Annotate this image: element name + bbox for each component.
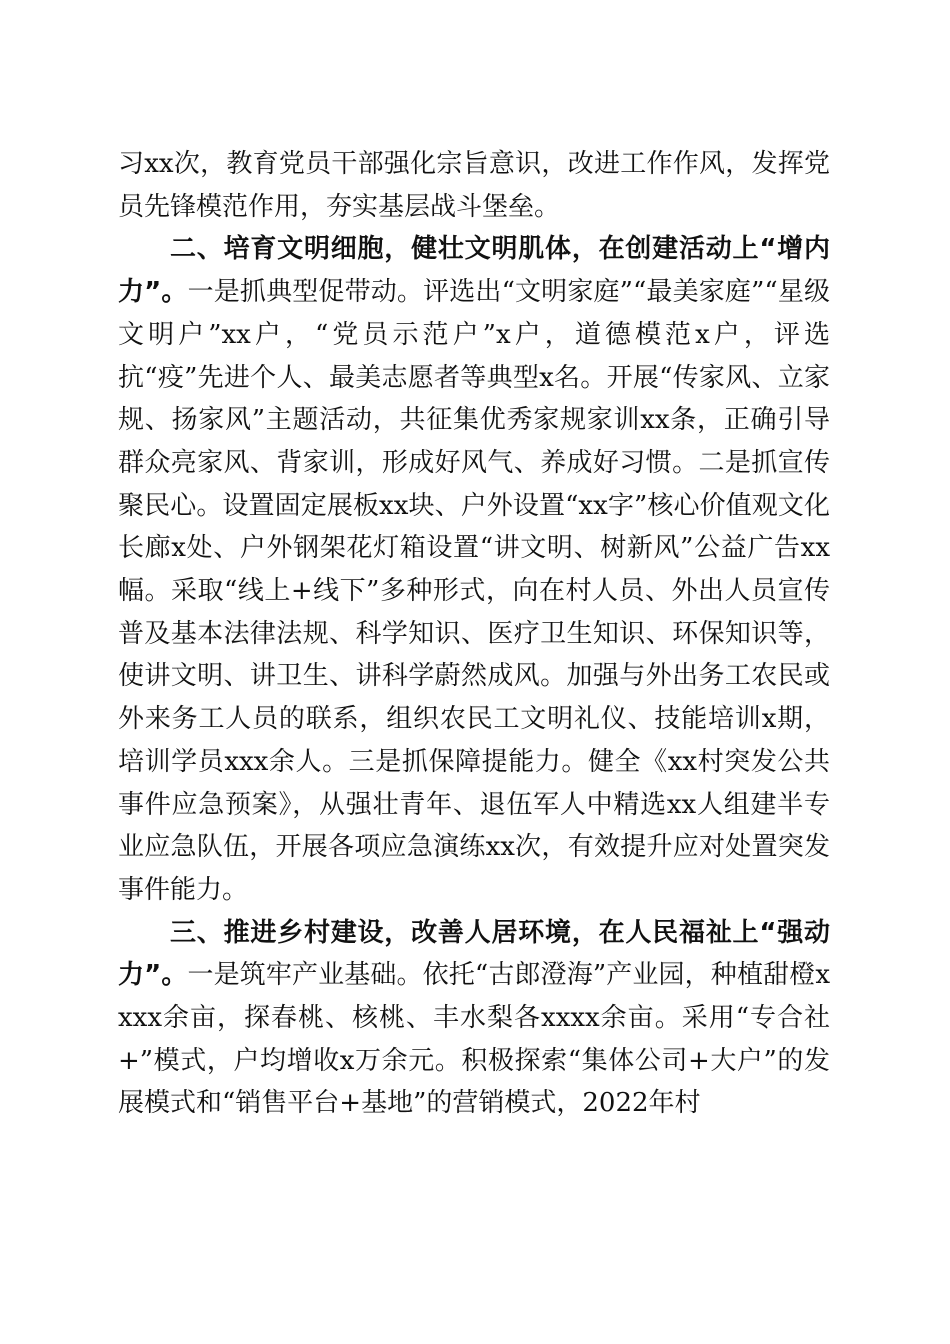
paragraph-section-two xyxy=(118,228,830,911)
section-heading-three: 三、推进乡村建设，改善人居环境，在人民福祉上“强动力”。 xyxy=(118,917,830,991)
paragraph-text: 习xx次，教育党员干部强化宗旨意识，改进工作作风，发挥党员先锋模范作用，夯实基层战斗堡垒。 xyxy=(118,149,830,222)
section-heading-two: 二、培育文明细胞，健壮文明肌体，在创建活动上“增内力”。 xyxy=(118,234,830,308)
paragraph-section-three xyxy=(118,912,830,1126)
document-body xyxy=(118,143,830,1125)
paragraph-continuation xyxy=(118,143,830,228)
paragraph-text: 一是筑牢产业基础。依托“古郎澄海”产业园，种植甜橙xxxx余亩，探春桃、核桃、丰水梨各xxxx余亩。采用“专合社+”模式，户均增收x万余元。积极探索“集体公司+大户”的发展模式和“销售平台+基地”的营销模式，2022年村 xyxy=(118,960,830,1119)
paragraph-text: 一是抓典型促带动。评选出“文明家庭”“最美家庭”“星级文明户”xx户，“党员示范户”x户，道德模范x户，评选抗“疫”先进个人、最美志愿者等典型x名。开展“传家风、立家规、扬家风”主题活动，共征集优秀家规家训xx条，正确引导群众亮家风、背家训，形成好风气、养成好习惯。二是抓宣传聚民心。设置固定展板xx块、户外设置“xx字”核心价值观文化长廊x处、户外钢架花灯箱设置“讲文明、树新风”公益广告xx幅。采取“线上+线下”多种形式，向在村人员、外出人员宣传普及基本法律法规、科学知识、医疗卫生知识、环保知识等，使讲文明、讲卫生、讲科学蔚然成风。加强与外出务工农民或外来务工人员的联系，组织农民工文明礼仪、技能培训x期，培训学员xxx余人。三是抓保障提能力。健全《xx村突发公共事件应急预案》，从强壮青年、退伍军人中精选xx人组建半专业应急队伍，开展各项应急演练xx次，有效提升应对处置突发事件能力。 xyxy=(118,277,830,905)
